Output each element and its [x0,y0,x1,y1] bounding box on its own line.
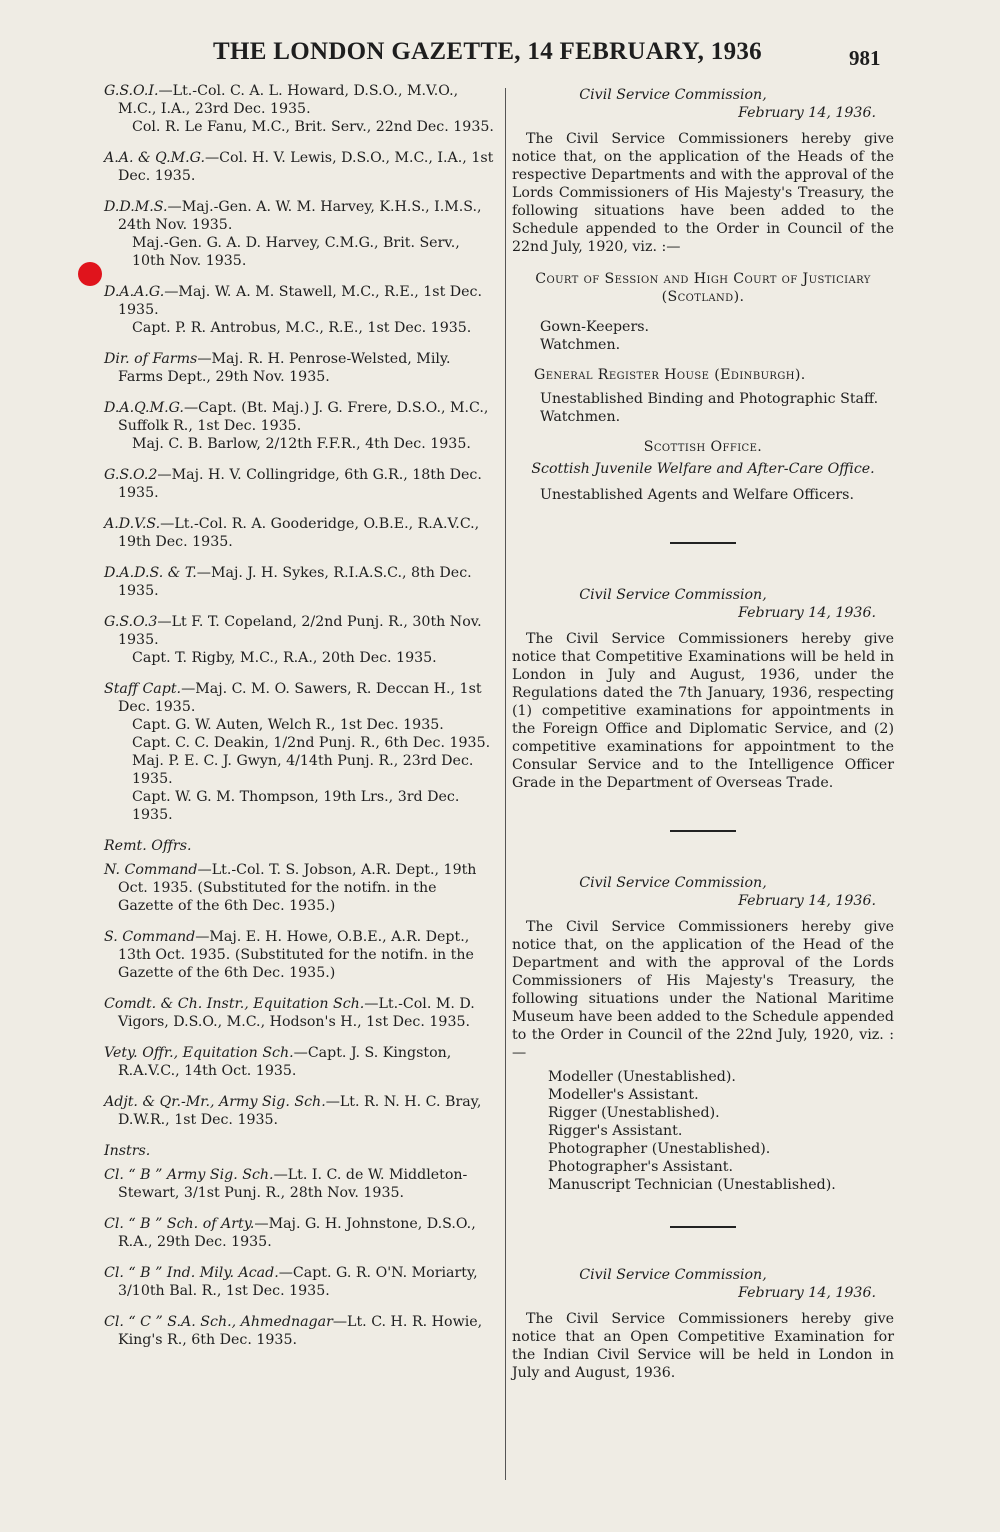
entry-heading: D.A.Q.M.G. [104,400,184,416]
instructor-entry [104,1313,496,1349]
entry-text: —Lt.-Col. R. A. Gooderidge, O.B.E., R.A.V.C., 19th Dec. 1935. [118,516,480,550]
entry-text: —Maj. G. H. Johnstone, D.S.O., R.A., 29th Dec. 1935. [118,1216,476,1250]
appointment-entry [104,515,496,551]
entry-text: —Maj. E. H. Howe, O.B.E., A.R. Dept., 13th Oct. 1935. (Substituted for the notifn. in the Gazette of the 6th Dec. 1935.) [118,929,474,981]
entry-text: —Maj. J. H. Sykes, R.I.A.S.C., 8th Dec. 1935. [118,565,472,599]
entry-sub: Maj.-Gen. G. A. D. Harvey, C.M.G., Brit. Serv., 10th Nov. 1935. [132,235,460,269]
entry-text: —Maj. C. M. O. Sawers, R. Deccan H., 1st Dec. 1935. [118,681,482,715]
entry-sub: Capt. G. W. Auten, Welch R., 1st Dec. 1935. [132,717,444,733]
appointment-entry [104,399,496,453]
entry-text: —Maj. W. A. M. Stawell, M.C., R.E., 1st Dec. 1935. [118,284,483,318]
appointment-entry [104,198,496,270]
remount-entry [104,861,496,915]
appointment-entry [104,613,496,667]
remount-entry [104,928,496,982]
appointment-entry [104,82,496,136]
entry-heading: D.D.M.S. [104,199,168,215]
entry-text: —Lt. I. C. de W. Middleton-Stewart, 3/1st Punj. R., 28th Nov. 1935. [118,1167,468,1201]
appointment-entry [104,149,496,185]
situation-item: Watchmen. [540,337,621,353]
notice-title: Civil Service Commission, [579,87,767,103]
remount-entry [104,995,496,1031]
situation-item: Watchmen. [540,409,621,425]
entry-heading: Cl. “ B ” Sch. of Arty. [104,1216,255,1232]
appointment-entry [104,680,496,824]
entry-sub: Capt. W. G. M. Thompson, 19th Lrs., 3rd Dec. 1935. [132,789,460,823]
entry-text: —Maj. R. H. Penrose-Welsted, Mily. Farms Dept., 29th Nov. 1935. [118,351,451,385]
entry-text: —Lt.-Col. T. S. Jobson, A.R. Dept., 19th Oct. 1935. (Substituted for the notifn. in the Gazette of the 6th Dec. 1935.) [118,862,477,914]
civil-service-notice [512,874,894,1194]
instructors-label: Instrs. [104,1143,151,1159]
notice-body: The Civil Service Commissioners hereby give notice that, on the application of the Heads of the respective Departments and with the approval of the Lords Commissioners of His Majesty's Treasury, the following situations have been added to the Schedule appended to the Order in Council of the 22nd July, 1920, viz. :— [512,131,894,255]
entry-heading: Dir. of Farms [104,351,198,367]
notice-date: February 14, 1936. [738,1285,876,1301]
entry-sub: Capt. T. Rigby, M.C., R.A., 20th Dec. 1935. [132,650,437,666]
entry-heading: N. Command [104,862,198,878]
entry-text: —Lt. C. H. R. Howie, King's R., 6th Dec. 1935. [118,1314,483,1348]
situation-item: Rigger's Assistant. [548,1123,683,1139]
group-heading: Court of Session and High Court of Justiciary (Scotland). [535,271,871,305]
group-heading: Scottish Office. [643,439,763,455]
entry-heading: Cl. “ B ” Army Sig. Sch. [104,1167,274,1183]
entry-heading: G.S.O.I. [104,83,159,99]
situation-item: Photographer's Assistant. [548,1159,734,1175]
entry-text: —Capt. G. R. O'N. Moriarty, 3/10th Bal. R., 1st Dec. 1935. [118,1265,478,1299]
page-number: 981 [849,46,881,70]
situation-item: Gown-Keepers. [540,319,650,335]
situation-item: Modeller (Unestablished). [548,1069,736,1085]
notice-title: Civil Service Commission, [579,1267,767,1283]
appointment-entry [104,350,496,386]
red-dot-marker [78,262,102,286]
entry-heading: Adjt. & Qr.-Mr., Army Sig. Sch. [104,1094,326,1110]
entry-heading: Staff Capt. [104,681,182,697]
entry-heading: A.A. & Q.M.G. [104,150,205,166]
entry-sub: Maj. P. E. C. J. Gwyn, 4/14th Punj. R., 23rd Dec. 1935. [132,753,474,787]
civil-service-notice [512,1266,894,1382]
instructor-entry [104,1215,496,1251]
instructor-entry [104,1264,496,1300]
notice-date: February 14, 1936. [738,605,876,621]
civil-service-notice [512,86,894,504]
entry-sub: Capt. P. R. Antrobus, M.C., R.E., 1st Dec. 1935. [132,320,472,336]
entry-heading: A.D.V.S. [104,516,161,532]
remount-officers-label: Remt. Offrs. [104,838,192,854]
page-header [0,38,1000,72]
notice-title: Civil Service Commission, [579,587,767,603]
entry-sub: Maj. C. B. Barlow, 2/12th F.F.R., 4th Dec. 1935. [132,436,471,452]
entry-sub: Capt. C. C. Deakin, 1/2nd Punj. R., 6th Dec. 1935. [132,735,491,751]
civil-service-notice [512,586,894,792]
entry-text: —Capt. J. S. Kingston, R.A.V.C., 14th Oct. 1935. [118,1045,452,1079]
notice-date: February 14, 1936. [738,893,876,909]
right-column [512,86,894,1382]
situation-item: Unestablished Binding and Photographic Staff. [540,391,879,407]
entry-heading: Cl. “ C ” S.A. Sch., Ahmednagar [104,1314,333,1330]
entry-text: —Lt.-Col. M. D. Vigors, D.S.O., M.C., Hodson's H., 1st Dec. 1935. [118,996,475,1030]
entry-heading: G.S.O.2 [104,467,158,483]
entry-heading: D.A.D.S. & T. [104,565,197,581]
entry-heading: Cl. “ B ” Ind. Mily. Acad. [104,1265,279,1281]
appointment-entry [104,283,496,337]
situation-item: Rigger (Unestablished). [548,1105,720,1121]
group-heading: General Register House (Edinburgh). [534,367,806,383]
group-subheading: Scottish Juvenile Welfare and After-Care Office. [531,461,875,477]
notice-body: The Civil Service Commissioners hereby give notice that Competitive Examinations will be held in London in July and August, 1936, under the Regulations dated the 7th January, 1936, respecting (1) competitive examinations for appointments in the Foreign Office and Diplomatic Service, and (2) competitive examinations for appointment to the Consular Service and to the Intelligence Officer Grade in the Department of Overseas Trade. [512,631,894,791]
instructor-entry [104,1166,496,1202]
situation-item: Photographer (Unestablished). [548,1141,771,1157]
situation-item: Manuscript Technician (Unestablished). [548,1177,836,1193]
notice-date: February 14, 1936. [738,105,876,121]
entry-text: —Maj. H. V. Collingridge, 6th G.R., 18th Dec. 1935. [118,467,482,501]
remount-entry [104,1044,496,1080]
entry-heading: S. Command [104,929,196,945]
situation-item: Unestablished Agents and Welfare Officers. [540,487,854,503]
entry-heading: G.S.O.3 [104,614,158,630]
entry-heading: D.A.A.G. [104,284,165,300]
entry-text: —Lt F. T. Copeland, 2/2nd Punj. R., 30th Nov. 1935. [118,614,482,648]
entry-text: —Col. H. V. Lewis, D.S.O., M.C., I.A., 1st Dec. 1935. [118,150,494,184]
notice-title: Civil Service Commission, [579,875,767,891]
appointment-entry [104,466,496,502]
appointment-entry [104,564,496,600]
entry-heading: Comdt. & Ch. Instr., Equitation Sch. [104,996,365,1012]
situation-item: Modeller's Assistant. [548,1087,699,1103]
entry-sub: Col. R. Le Fanu, M.C., Brit. Serv., 22nd Dec. 1935. [132,119,494,135]
entry-heading: Vety. Offr., Equitation Sch. [104,1045,294,1061]
entry-text: —Maj.-Gen. A. W. M. Harvey, K.H.S., I.M.S., 24th Nov. 1935. [118,199,482,233]
entry-text: —Lt.-Col. C. A. L. Howard, D.S.O., M.V.O., M.C., I.A., 23rd Dec. 1935. [118,83,459,117]
notice-body: The Civil Service Commissioners hereby give notice that, on the application of the Head of the Department and with the approval of the Lords Commissioners of His Majesty's Treasury, the following situations under the National Maritime Museum have been added to the Schedule appended to the Order in Council of the 22nd July, 1920, viz. :— [512,919,894,1061]
notice-body: The Civil Service Commissioners hereby give notice that an Open Competitive Examination for the Indian Civil Service will be held in London in July and August, 1936. [512,1311,894,1381]
left-column [104,82,496,1362]
entry-text: —Capt. (Bt. Maj.) J. G. Frere, D.S.O., M.C., Suffolk R., 1st Dec. 1935. [118,400,489,434]
gazette-title: THE LONDON GAZETTE, 14 FEBRUARY, 1936 [213,38,762,65]
column-divider [505,88,506,1480]
remount-entry [104,1093,496,1129]
entry-text: —Lt. R. N. H. C. Bray, D.W.R., 1st Dec. 1935. [118,1094,482,1128]
